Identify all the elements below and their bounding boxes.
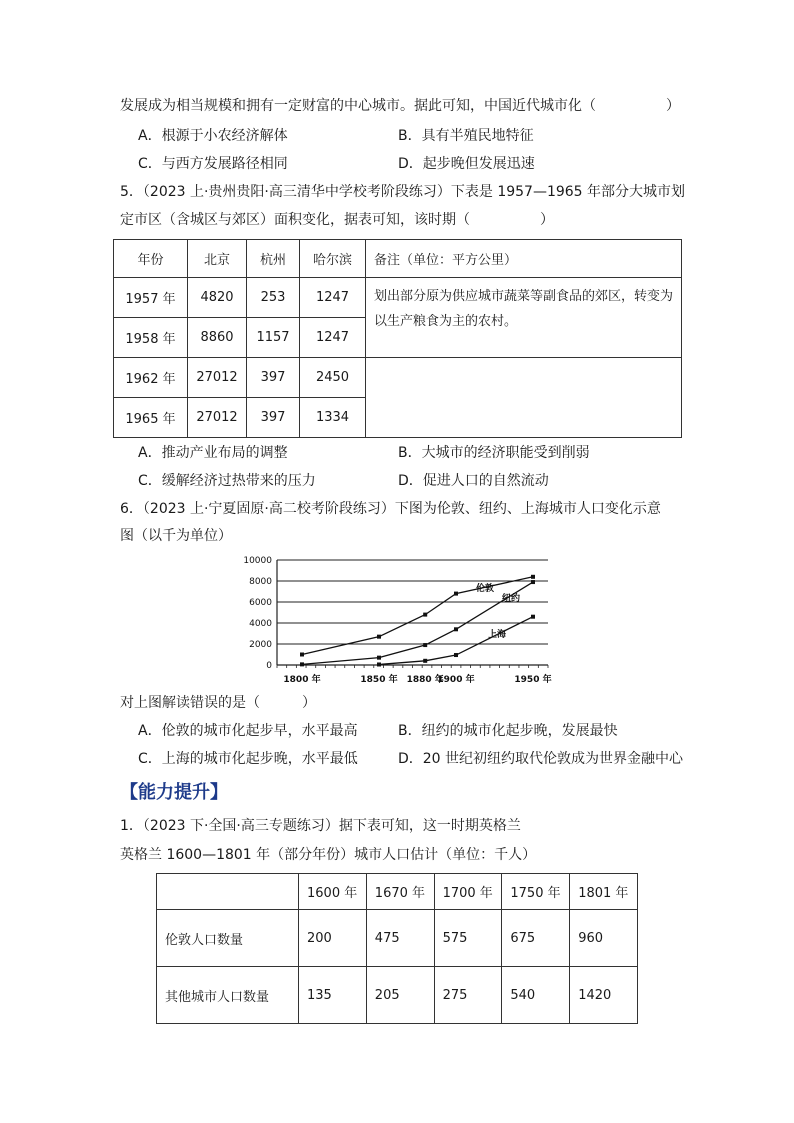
data-point	[377, 656, 381, 660]
data-point	[423, 643, 427, 647]
cell-hangzhou: 397	[247, 398, 300, 438]
cell-value: 475	[366, 910, 434, 967]
cell-harbin: 1247	[300, 278, 366, 318]
header-cell-1801: 1801 年	[570, 874, 638, 910]
q5-stem-line1: 5．（2023 上·贵州贵阳·高三清华中学校考阶段练习）下表是 1957—1965 年部分大城市划	[120, 184, 686, 200]
q6-option-b[interactable]: B．纽约的城市化起步晚，发展最快	[398, 723, 618, 739]
q5-option-a[interactable]: A．推动产业布局的调整	[138, 445, 288, 461]
data-point	[454, 592, 458, 596]
cell-value: 1420	[570, 967, 638, 1024]
x-tick-label: 1950 年	[514, 675, 552, 685]
x-tick-label: 1850 年	[360, 675, 398, 685]
q5-area-table	[113, 239, 682, 438]
header-cell-1670: 1670 年	[366, 874, 434, 910]
q4-option-c[interactable]: C．与西方发展路径相同	[138, 156, 288, 172]
header-cell-1600: 1600 年	[299, 874, 367, 910]
cell-hangzhou: 397	[247, 358, 300, 398]
y-tick-label: 10000	[243, 556, 272, 566]
cell-year: 1957 年	[114, 278, 188, 318]
q5-option-d[interactable]: D．促进人口的自然流动	[398, 473, 549, 489]
row-label: 其他城市人口数量	[157, 967, 299, 1024]
y-tick-label: 4000	[249, 619, 272, 629]
data-point	[531, 575, 535, 579]
p1-population-table	[156, 873, 638, 1024]
row-label: 伦敦人口数量	[157, 910, 299, 967]
cell-value: 135	[299, 967, 367, 1024]
cell-value: 675	[502, 910, 570, 967]
table-header-row	[157, 874, 638, 910]
header-cell-beijing: 北京	[188, 240, 247, 278]
cell-beijing: 8860	[188, 318, 247, 358]
cell-value: 275	[434, 967, 502, 1024]
cell-beijing: 27012	[188, 358, 247, 398]
cell-year: 1962 年	[114, 358, 188, 398]
cell-harbin: 1247	[300, 318, 366, 358]
cell-note-empty	[366, 358, 682, 438]
q5-option-b[interactable]: B．大城市的经济职能受到削弱	[398, 445, 590, 461]
cell-hangzhou: 1157	[247, 318, 300, 358]
series-label: 上海	[488, 630, 507, 640]
cell-value: 960	[570, 910, 638, 967]
y-tick-label: 6000	[249, 598, 272, 608]
population-line-chart	[240, 550, 560, 690]
q6-option-d[interactable]: D．20 世纪初纽约取代伦敦成为世界金融中心	[398, 751, 684, 767]
header-cell-year: 年份	[114, 240, 188, 278]
table-row	[114, 278, 682, 318]
series-label: 纽约	[502, 594, 521, 604]
q6-stem-line2: 图（以千为单位）	[120, 528, 232, 544]
series-line	[379, 617, 533, 665]
q6-option-a[interactable]: A．伦敦的城市化起步早，水平最高	[138, 723, 358, 739]
cell-hangzhou: 253	[247, 278, 300, 318]
p1-stem-line1: 1．（2023 下·全国·高三专题练习）据下表可知，这一时期英格兰	[120, 818, 521, 834]
data-point	[423, 659, 427, 663]
header-cell-harbin: 哈尔滨	[300, 240, 366, 278]
x-tick-label: 1880 年	[406, 675, 444, 685]
x-tick-label: 1800 年	[283, 675, 321, 685]
series-label: 伦敦	[476, 584, 495, 594]
cell-harbin: 1334	[300, 398, 366, 438]
table-row	[157, 967, 638, 1024]
data-point	[377, 635, 381, 639]
cell-year: 1965 年	[114, 398, 188, 438]
data-point	[377, 662, 381, 666]
q4-option-a[interactable]: A．根源于小农经济解体	[138, 128, 288, 144]
cell-value: 540	[502, 967, 570, 1024]
header-cell-1750: 1750 年	[502, 874, 570, 910]
header-cell-blank	[157, 874, 299, 910]
header-cell-hangzhou: 杭州	[247, 240, 300, 278]
cell-beijing: 27012	[188, 398, 247, 438]
table-row	[114, 358, 682, 398]
table-header-row	[114, 240, 682, 278]
table-row	[157, 910, 638, 967]
cell-beijing: 4820	[188, 278, 247, 318]
p1-table-caption: 英格兰 1600—1801 年（部分年份）城市人口估计（单位：千人）	[120, 847, 537, 863]
data-point	[454, 653, 458, 657]
data-point	[454, 627, 458, 631]
data-point	[531, 615, 535, 619]
y-tick-label: 2000	[249, 640, 272, 650]
section-title: 【能力提升】	[120, 782, 228, 803]
cell-value: 205	[366, 967, 434, 1024]
q6-option-c[interactable]: C．上海的城市化起步晚，水平最低	[138, 751, 358, 767]
x-tick-label: 1900 年	[437, 675, 475, 685]
data-point	[531, 580, 535, 584]
q5-option-c[interactable]: C．缓解经济过热带来的压力	[138, 473, 316, 489]
cell-year: 1958 年	[114, 318, 188, 358]
cell-harbin: 2450	[300, 358, 366, 398]
cell-value: 200	[299, 910, 367, 967]
y-tick-label: 8000	[249, 577, 272, 587]
y-tick-label: 0	[266, 661, 272, 671]
q5-stem-line2: 定市区（含城区与郊区）面积变化，据表可知，该时期（ ）	[120, 212, 554, 228]
cell-value: 575	[434, 910, 502, 967]
cell-note: 划出部分原为供应城市蔬菜等副食品的郊区，转变为以生产粮食为主的农村。	[366, 278, 682, 358]
q4-option-b[interactable]: B．具有半殖民地特征	[398, 128, 534, 144]
data-point	[423, 613, 427, 617]
q6-stem-line1: 6．（2023 上·宁夏固原·高二校考阶段练习）下图为伦敦、纽约、上海城市人口变化示意	[120, 501, 661, 517]
header-cell-note: 备注（单位：平方公里）	[366, 240, 682, 278]
series-line	[302, 577, 533, 655]
data-point	[300, 662, 304, 666]
q4-stem-tail: 发展成为相当规模和拥有一定财富的中心城市。据此可知，中国近代城市化（ ）	[120, 98, 680, 114]
q4-option-d[interactable]: D．起步晚但发展迅速	[398, 156, 535, 172]
data-point	[300, 653, 304, 657]
q6-question: 对上图解读错误的是（ ）	[120, 695, 316, 711]
header-cell-1700: 1700 年	[434, 874, 502, 910]
